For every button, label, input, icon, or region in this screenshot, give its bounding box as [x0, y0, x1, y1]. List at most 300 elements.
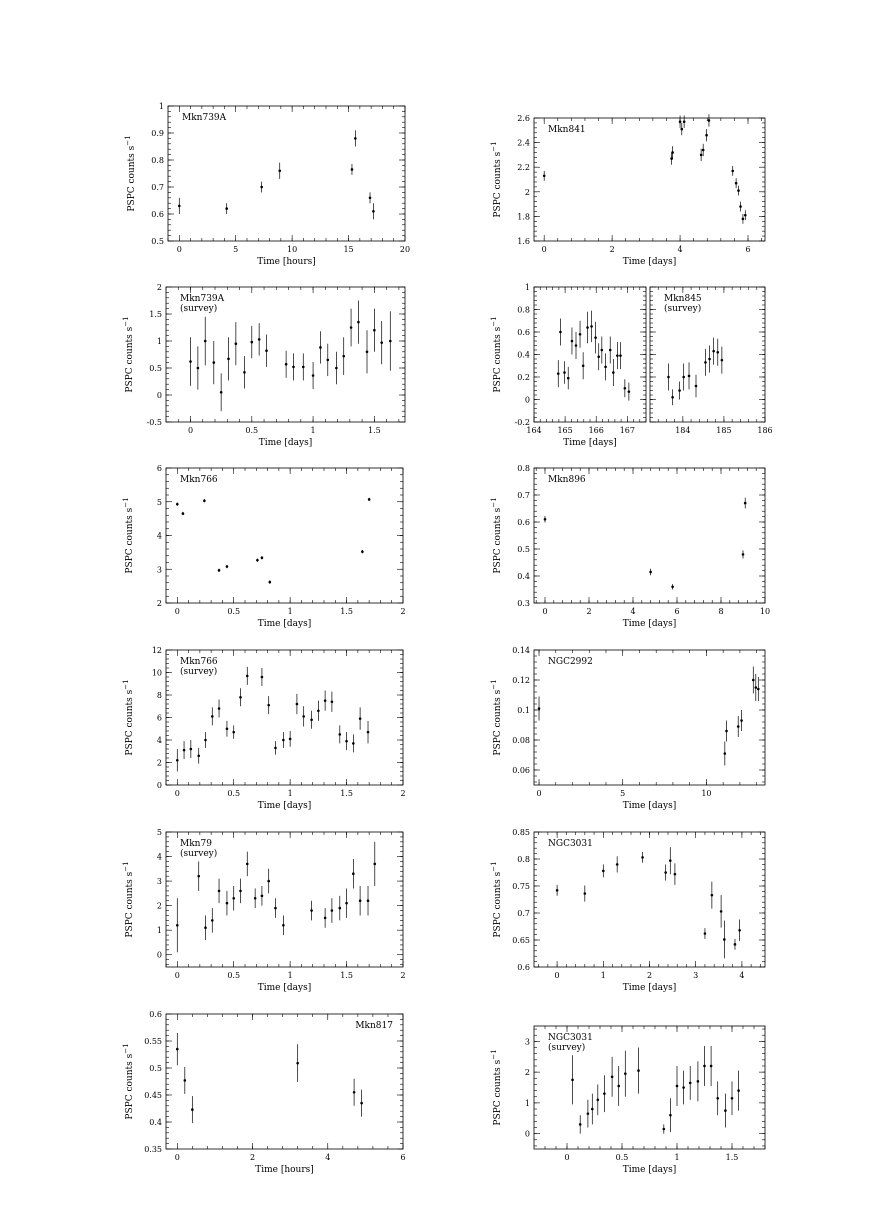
data-point — [708, 346, 711, 373]
x-tick-label: 1 — [287, 971, 293, 980]
x-tick-label: 4 — [630, 607, 636, 616]
data-point — [716, 339, 719, 366]
point-marker — [342, 355, 345, 358]
point-marker — [571, 340, 574, 343]
data-point — [389, 311, 392, 370]
y-tick-label: 2 — [156, 758, 162, 768]
data-point — [302, 706, 305, 726]
x-tick-label: 2 — [400, 971, 406, 980]
data-point — [579, 1115, 582, 1133]
plot-frame — [534, 650, 765, 785]
x-tick-label: 164 — [526, 426, 542, 435]
panel-label: Mkn841 — [548, 125, 586, 135]
data-point — [265, 335, 268, 367]
data-point — [182, 512, 185, 515]
point-marker — [189, 360, 192, 363]
data-point — [674, 863, 677, 885]
data-point — [737, 186, 740, 196]
data-point — [197, 861, 200, 890]
point-marker — [389, 340, 392, 343]
data-point — [184, 1067, 187, 1094]
point-marker — [619, 354, 622, 357]
data-point — [342, 337, 345, 375]
data-point — [742, 550, 745, 558]
y-tick-label: 0.5 — [151, 237, 164, 246]
x-tick-label: 186 — [757, 426, 773, 435]
point-marker — [211, 919, 214, 922]
y-tick-label: 1.6 — [517, 237, 530, 246]
point-marker — [678, 389, 681, 392]
data-point — [302, 353, 305, 380]
point-marker — [682, 376, 685, 379]
y-tick-label: 2.2 — [517, 163, 530, 173]
y-tick-label: 0.5 — [149, 364, 162, 373]
point-marker — [603, 1092, 606, 1095]
x-tick-label: 0 — [176, 245, 182, 254]
point-marker — [366, 351, 369, 354]
data-point — [731, 1081, 734, 1115]
data-point — [354, 130, 357, 146]
x-axis-title: Time [days] — [258, 438, 313, 448]
data-point — [703, 1046, 706, 1086]
data-point — [679, 116, 682, 128]
y-tick-label: 3 — [524, 1037, 530, 1047]
y-tick-label: 4 — [156, 531, 162, 541]
data-point — [282, 915, 285, 935]
data-point — [269, 580, 272, 583]
data-point — [367, 721, 370, 744]
point-marker — [345, 902, 348, 905]
point-marker — [191, 1108, 194, 1111]
y-tick-label: 0.85 — [512, 828, 530, 837]
data-point — [211, 908, 214, 933]
data-point — [351, 164, 354, 175]
data-point — [604, 353, 607, 380]
x-tick-label: 1.5 — [367, 426, 381, 435]
point-marker — [267, 880, 270, 883]
point-marker — [176, 503, 179, 506]
y-axis-title: PSPC counts $s^{-1}$ — [490, 1049, 503, 1126]
data-point — [380, 321, 383, 364]
data-point — [597, 1084, 600, 1115]
point-marker — [211, 715, 214, 718]
point-marker — [616, 354, 619, 357]
y-tick-label: 0.1 — [517, 706, 530, 715]
data-point — [704, 349, 707, 376]
point-marker — [331, 700, 334, 703]
x-tick-label: 5 — [620, 789, 626, 798]
y-axis-title: PSPC counts $s^{-1}$ — [122, 861, 135, 938]
data-point — [246, 852, 249, 877]
data-point — [757, 677, 760, 701]
y-tick-label: 8 — [156, 691, 162, 700]
data-point — [189, 337, 192, 386]
y-axis-title-exponent: −1 — [490, 316, 498, 327]
point-marker — [575, 344, 578, 347]
x-axis-title: Time [hours] — [257, 257, 316, 267]
data-point — [616, 342, 619, 369]
point-marker — [246, 675, 249, 678]
data-point — [256, 558, 259, 561]
data-point — [682, 364, 685, 391]
y-tick-label: 1.8 — [517, 212, 530, 222]
y-tick-label: 0 — [156, 391, 162, 400]
data-point — [232, 886, 235, 911]
point-marker — [663, 1128, 666, 1131]
point-marker — [737, 189, 740, 192]
data-point — [669, 847, 672, 874]
data-point — [278, 163, 281, 179]
data-point — [176, 1033, 179, 1065]
data-point — [712, 338, 715, 365]
data-point — [296, 694, 299, 714]
point-marker — [274, 907, 277, 910]
y-tick-label: 0.55 — [144, 1037, 162, 1046]
x-tick-label: 2 — [249, 1153, 256, 1162]
point-marker — [204, 340, 207, 343]
point-marker — [368, 498, 371, 501]
x-tick-label: 10 — [759, 607, 771, 616]
point-marker — [712, 350, 715, 353]
data-point — [246, 667, 249, 685]
point-marker — [302, 715, 305, 718]
panel-label: (survey) — [180, 849, 218, 859]
data-point — [361, 550, 364, 553]
point-marker — [724, 752, 727, 755]
y-axis-title-exponent: −1 — [490, 1049, 498, 1060]
y-tick-label: 0 — [524, 395, 530, 405]
y-axis-title-exponent: −1 — [122, 1043, 130, 1054]
data-point — [619, 342, 622, 369]
point-marker — [559, 331, 562, 334]
point-marker — [352, 872, 355, 875]
y-tick-label: 0 — [156, 950, 162, 960]
point-marker — [282, 924, 285, 927]
point-marker — [669, 1114, 672, 1117]
y-tick-label: 0 — [524, 1129, 530, 1139]
data-point — [373, 309, 376, 352]
point-marker — [310, 718, 313, 721]
panel-mkn845-b — [650, 287, 773, 435]
y-axis-title-exponent: −1 — [122, 497, 130, 508]
point-marker — [204, 926, 207, 929]
point-marker — [649, 571, 652, 574]
panel-label: NGC2992 — [548, 657, 593, 667]
point-marker — [602, 870, 605, 873]
data-point — [357, 301, 360, 344]
data-point — [254, 888, 257, 908]
data-point — [739, 202, 742, 212]
y-axis-title-exponent: −1 — [490, 141, 498, 152]
point-marker — [373, 329, 376, 332]
data-point — [744, 210, 747, 220]
panel-label: Mkn79 — [180, 839, 212, 849]
y-tick-label: 3 — [156, 877, 162, 887]
point-marker — [226, 902, 229, 905]
panel-mkn817 — [122, 1010, 406, 1175]
data-point — [176, 502, 179, 505]
data-point — [667, 364, 670, 391]
data-point — [669, 1098, 672, 1132]
data-point — [724, 1094, 727, 1128]
point-marker — [688, 375, 691, 378]
x-tick-label: 0 — [174, 1153, 180, 1162]
y-tick-label: 1 — [156, 337, 162, 346]
data-point — [602, 864, 605, 877]
data-point — [191, 1096, 194, 1123]
x-tick-label: 0 — [187, 426, 194, 435]
point-marker — [197, 754, 200, 757]
data-point — [624, 379, 627, 397]
point-marker — [557, 372, 560, 375]
x-axis-title: Time [days] — [622, 983, 677, 993]
data-point — [680, 123, 683, 135]
data-point — [603, 1075, 606, 1112]
x-tick-label: 20 — [399, 245, 411, 254]
point-marker — [587, 1112, 590, 1115]
data-point — [704, 928, 707, 939]
point-marker — [744, 214, 747, 217]
x-tick-label: 0.5 — [227, 789, 241, 798]
y-tick-label: 0 — [156, 781, 162, 790]
point-marker — [594, 336, 597, 339]
data-point — [239, 688, 242, 706]
point-marker — [704, 361, 707, 364]
data-point — [587, 1100, 590, 1128]
data-point — [710, 1046, 713, 1086]
plot-frame — [166, 1014, 403, 1149]
y-axis-title-exponent: −1 — [122, 679, 130, 690]
y-axis-title: PSPC counts $s^{-1}$ — [490, 141, 503, 218]
data-point — [742, 214, 745, 224]
point-marker — [667, 376, 670, 379]
data-point — [676, 1066, 679, 1106]
y-tick-label: 12 — [151, 646, 162, 655]
data-point — [671, 584, 674, 589]
point-marker — [312, 374, 315, 377]
point-marker — [757, 688, 760, 691]
data-point — [267, 869, 270, 894]
point-marker — [324, 917, 327, 920]
point-marker — [225, 207, 228, 210]
x-tick-label: 1 — [674, 1153, 680, 1162]
y-tick-label: 2.6 — [517, 114, 530, 123]
point-marker — [265, 349, 268, 352]
data-point — [218, 700, 221, 718]
data-point — [178, 198, 181, 214]
point-marker — [601, 349, 604, 352]
point-marker — [744, 502, 747, 505]
panel-mkn766-survey — [122, 646, 406, 811]
data-point — [754, 674, 757, 701]
data-point — [601, 337, 604, 364]
plot-frame — [166, 468, 403, 603]
point-marker — [203, 499, 206, 502]
data-point — [590, 311, 593, 343]
data-point — [282, 732, 285, 748]
data-point — [213, 341, 216, 384]
point-marker — [372, 210, 375, 213]
data-point — [582, 352, 585, 379]
point-marker — [285, 363, 288, 366]
data-point — [324, 691, 327, 711]
y-tick-label: 0.8 — [517, 855, 530, 864]
data-point — [310, 711, 313, 729]
point-marker — [617, 1085, 620, 1088]
data-point — [617, 1066, 620, 1106]
point-marker — [683, 120, 686, 123]
data-point — [678, 382, 681, 400]
point-marker — [357, 321, 360, 324]
y-tick-label: 0.8 — [151, 156, 164, 165]
point-marker — [351, 168, 354, 171]
point-marker — [616, 863, 619, 866]
point-marker — [367, 899, 370, 902]
point-marker — [641, 856, 644, 859]
data-point — [559, 319, 562, 346]
data-point — [711, 882, 714, 909]
point-marker — [261, 676, 264, 679]
point-marker — [735, 182, 738, 185]
y-tick-label: -0.5 — [146, 418, 162, 427]
point-marker — [737, 1089, 740, 1092]
x-tick-label: 6 — [745, 245, 751, 254]
x-axis-title: Time [days] — [622, 1165, 677, 1175]
data-point — [597, 343, 600, 370]
x-axis-title: Time [days] — [622, 257, 677, 267]
data-point — [227, 337, 230, 380]
x-tick-label: 0.5 — [245, 426, 259, 435]
y-axis-title-exponent: −1 — [122, 316, 130, 327]
data-point — [312, 362, 315, 389]
data-point — [220, 373, 223, 411]
x-tick-label: 0.5 — [615, 1153, 629, 1162]
point-marker — [232, 731, 235, 734]
data-point — [345, 888, 348, 917]
y-tick-label: 0.4 — [149, 1118, 162, 1127]
y-axis-title-exponent: −1 — [124, 135, 132, 146]
point-marker — [734, 943, 737, 946]
point-marker — [689, 1082, 692, 1085]
x-axis-title: Time [days] — [563, 438, 617, 448]
data-point — [243, 356, 246, 388]
data-point — [203, 499, 206, 502]
x-axis-title: Time [days] — [257, 801, 312, 811]
data-point — [331, 692, 334, 712]
data-point — [689, 1066, 692, 1100]
panel-label: (survey) — [548, 1043, 586, 1053]
data-point — [664, 864, 667, 880]
x-tick-label: 4 — [325, 1153, 331, 1162]
point-marker — [178, 205, 181, 208]
point-marker — [350, 326, 353, 329]
data-point — [586, 312, 589, 344]
point-marker — [637, 1069, 640, 1072]
y-tick-label: 0.75 — [512, 882, 530, 891]
plot-frame — [534, 287, 646, 422]
y-tick-label: 0.6 — [517, 328, 530, 337]
point-marker — [218, 569, 221, 572]
data-point — [274, 898, 277, 918]
x-tick-label: 4 — [677, 245, 683, 254]
data-point — [612, 359, 615, 386]
y-tick-label: 0.7 — [517, 491, 530, 500]
point-marker — [669, 859, 672, 862]
y-tick-label: 0.7 — [517, 909, 530, 918]
y-tick-label: 0.65 — [512, 936, 530, 945]
data-point — [232, 725, 235, 739]
point-marker — [235, 342, 238, 345]
y-tick-label: 4 — [156, 852, 162, 862]
data-point — [556, 885, 559, 896]
point-marker — [246, 863, 249, 866]
y-tick-label: 0.08 — [512, 736, 530, 745]
x-tick-label: 1 — [287, 607, 293, 616]
data-point — [261, 886, 264, 906]
x-tick-label: 167 — [619, 426, 635, 435]
point-marker — [742, 553, 745, 556]
panel-mkn766 — [122, 464, 406, 629]
data-point — [319, 331, 322, 363]
y-tick-label: 0.5 — [149, 1064, 162, 1073]
y-tick-label: 0.35 — [144, 1145, 162, 1154]
data-point — [682, 1071, 685, 1105]
point-marker — [317, 709, 320, 712]
y-tick-label: 1 — [156, 926, 162, 936]
data-point — [688, 362, 691, 389]
point-marker — [697, 1080, 700, 1083]
point-marker — [352, 742, 355, 745]
panel-mkn845-a — [490, 283, 646, 448]
data-point — [671, 389, 674, 405]
point-marker — [367, 731, 370, 734]
x-tick-label: 0 — [541, 245, 547, 254]
point-marker — [289, 738, 292, 741]
y-tick-label: 0.6 — [517, 963, 530, 972]
data-point — [649, 569, 652, 575]
x-tick-label: 0 — [564, 1153, 570, 1162]
data-point — [360, 1090, 363, 1117]
panel-mkn896 — [490, 464, 770, 629]
panel-mkn841 — [490, 114, 765, 267]
y-axis-title: PSPC counts $s^{-1}$ — [122, 1043, 135, 1120]
panel-label: Mkn739A — [182, 113, 227, 123]
panel-label: Mkn896 — [548, 475, 586, 485]
data-point — [544, 516, 547, 522]
point-marker — [604, 366, 607, 369]
point-marker — [360, 1102, 363, 1105]
point-marker — [723, 938, 726, 941]
point-marker — [302, 366, 305, 369]
data-point — [197, 748, 200, 764]
point-marker — [579, 1123, 582, 1126]
data-point — [683, 116, 686, 128]
point-marker — [721, 359, 724, 362]
point-marker — [226, 565, 229, 568]
point-marker — [239, 890, 242, 893]
y-tick-label: 5 — [156, 828, 162, 837]
x-tick-label: 2 — [609, 245, 615, 254]
panel-label: (survey) — [664, 304, 702, 314]
x-axis-title: Time [hours] — [255, 1165, 314, 1175]
y-tick-label: 0.9 — [151, 129, 164, 138]
y-tick-label: 2 — [524, 187, 530, 197]
data-point — [723, 921, 726, 959]
data-point — [737, 1071, 740, 1111]
point-marker — [183, 749, 186, 752]
point-marker — [674, 873, 677, 876]
point-marker — [250, 341, 253, 344]
